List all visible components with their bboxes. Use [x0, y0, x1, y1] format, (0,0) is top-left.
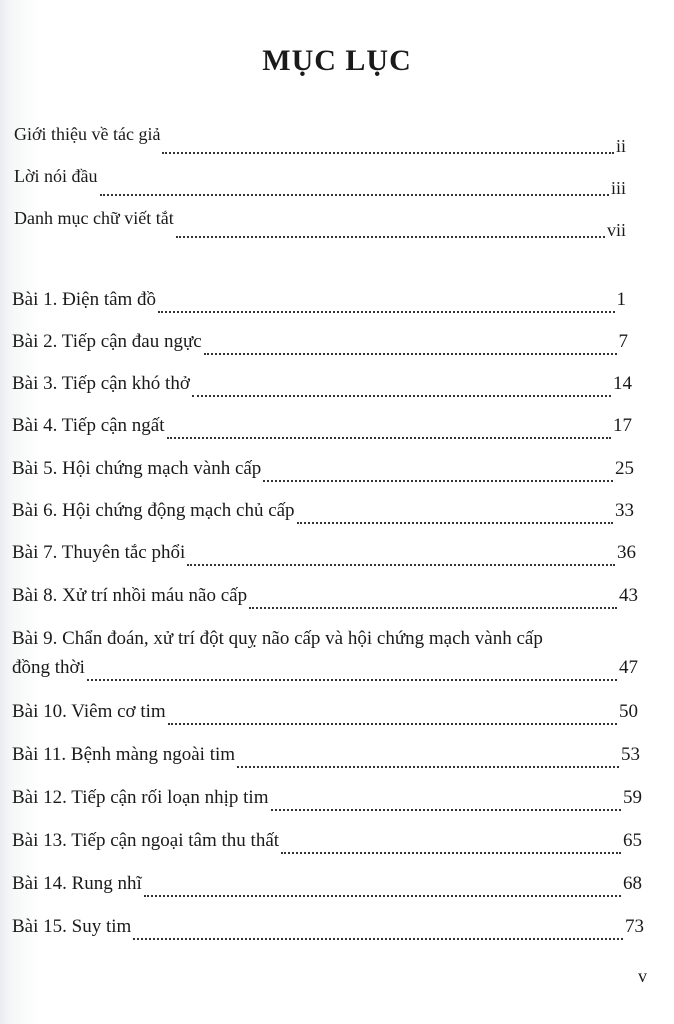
- dot-leader: [87, 679, 617, 681]
- toc-entry-page: 53: [621, 744, 640, 765]
- dot-leader: [204, 353, 617, 355]
- toc-entry-label: Danh mục chữ viết tắt: [14, 208, 174, 228]
- toc-entry-page: iii: [610, 178, 626, 198]
- toc-entry-page: 47: [619, 657, 638, 678]
- toc-entry[interactable]: [14, 164, 626, 198]
- toc-entry[interactable]: [12, 584, 638, 608]
- dot-leader: [176, 236, 605, 238]
- toc-entry-page: 65: [623, 830, 642, 851]
- toc-entry-label: Bài 14. Rung nhĩ: [12, 873, 142, 894]
- toc-entry[interactable]: [12, 915, 644, 939]
- toc-entry-page: 43: [619, 585, 638, 606]
- toc-entry-line1[interactable]: Bài 9. Chẩn đoán, xử trí đột quỵ não cấp và hội chứng mạch vành cấp: [12, 628, 543, 649]
- toc-entry[interactable]: [12, 414, 632, 438]
- toc-entry[interactable]: [12, 656, 638, 680]
- dot-leader: [162, 152, 614, 154]
- toc-entry[interactable]: [12, 499, 634, 523]
- toc-entry-label: Bài 6. Hội chứng động mạch chủ cấp: [12, 500, 295, 521]
- toc-entry-label: Bài 12. Tiếp cận rối loạn nhịp tim: [12, 787, 269, 808]
- toc-entry-label: Bài 3. Tiếp cận khó thở: [12, 373, 190, 394]
- toc-entry[interactable]: [12, 743, 640, 767]
- toc-entry[interactable]: [12, 700, 638, 724]
- toc-entry-label: Bài 15. Suy tim: [12, 916, 132, 937]
- toc-entry[interactable]: [12, 372, 632, 396]
- dot-leader: [297, 522, 613, 524]
- toc-entry[interactable]: [12, 541, 636, 565]
- toc-entry-label: Lời nói đầu: [14, 166, 98, 186]
- dot-leader: [167, 437, 611, 439]
- toc-entry[interactable]: [14, 122, 626, 156]
- toc-entry-page: vii: [606, 220, 626, 240]
- toc-entry-label: Bài 1. Điện tâm đồ: [12, 289, 157, 310]
- dot-leader: [281, 852, 621, 854]
- dot-leader: [133, 938, 623, 940]
- toc-entry[interactable]: [12, 457, 634, 481]
- toc-entry[interactable]: [12, 288, 626, 312]
- toc-entry-label: Bài 7. Thuyên tắc phổi: [12, 542, 186, 563]
- toc-entry[interactable]: [12, 872, 642, 896]
- dot-leader: [100, 194, 609, 196]
- toc-entry-page: 7: [618, 331, 628, 352]
- toc-entry[interactable]: [14, 206, 626, 240]
- toc-entry-page: 14: [613, 373, 632, 394]
- toc-entry-page: 25: [615, 458, 634, 479]
- toc-entry-label: đồng thời: [12, 657, 85, 678]
- toc-entry-page: 68: [623, 873, 642, 894]
- toc-entry-label: Bài 4. Tiếp cận ngất: [12, 415, 165, 436]
- dot-leader: [158, 311, 614, 313]
- dot-leader: [263, 480, 613, 482]
- toc-entry[interactable]: [12, 786, 642, 810]
- dot-leader: [192, 395, 611, 397]
- toc-entry-page: 33: [615, 500, 634, 521]
- toc-entry-label: Bài 10. Viêm cơ tim: [12, 701, 166, 722]
- dot-leader: [249, 607, 617, 609]
- toc-entry-page: 36: [617, 542, 636, 563]
- dot-leader: [271, 809, 622, 811]
- toc-entry[interactable]: [12, 330, 628, 354]
- toc-entry-label: Bài 8. Xử trí nhồi máu não cấp: [12, 585, 248, 606]
- toc-entry-label: Bài 11. Bệnh màng ngoài tim: [12, 744, 236, 765]
- toc-entry-page: 17: [613, 415, 632, 436]
- dot-leader: [144, 895, 621, 897]
- dot-leader: [237, 766, 619, 768]
- toc-entry-page: 73: [625, 916, 644, 937]
- toc-entry-page: 1: [616, 289, 626, 310]
- dot-leader: [168, 723, 617, 725]
- toc-entry-page: 59: [623, 787, 642, 808]
- dot-leader: [187, 564, 615, 566]
- toc-entry[interactable]: [12, 829, 642, 853]
- toc-entry-page: 50: [619, 701, 638, 722]
- toc-entry-page: ii: [615, 136, 626, 156]
- toc-entry-label: Giới thiệu về tác giả: [14, 124, 161, 144]
- toc-entry-label: Bài 2. Tiếp cận đau ngực: [12, 331, 202, 352]
- toc-entry-label: Bài 5. Hội chứng mạch vành cấp: [12, 458, 262, 479]
- toc-entry-label: Bài 13. Tiếp cận ngoại tâm thu thất: [12, 830, 280, 851]
- page-number: v: [638, 966, 647, 986]
- page-title: MỤC LỤC: [262, 44, 412, 77]
